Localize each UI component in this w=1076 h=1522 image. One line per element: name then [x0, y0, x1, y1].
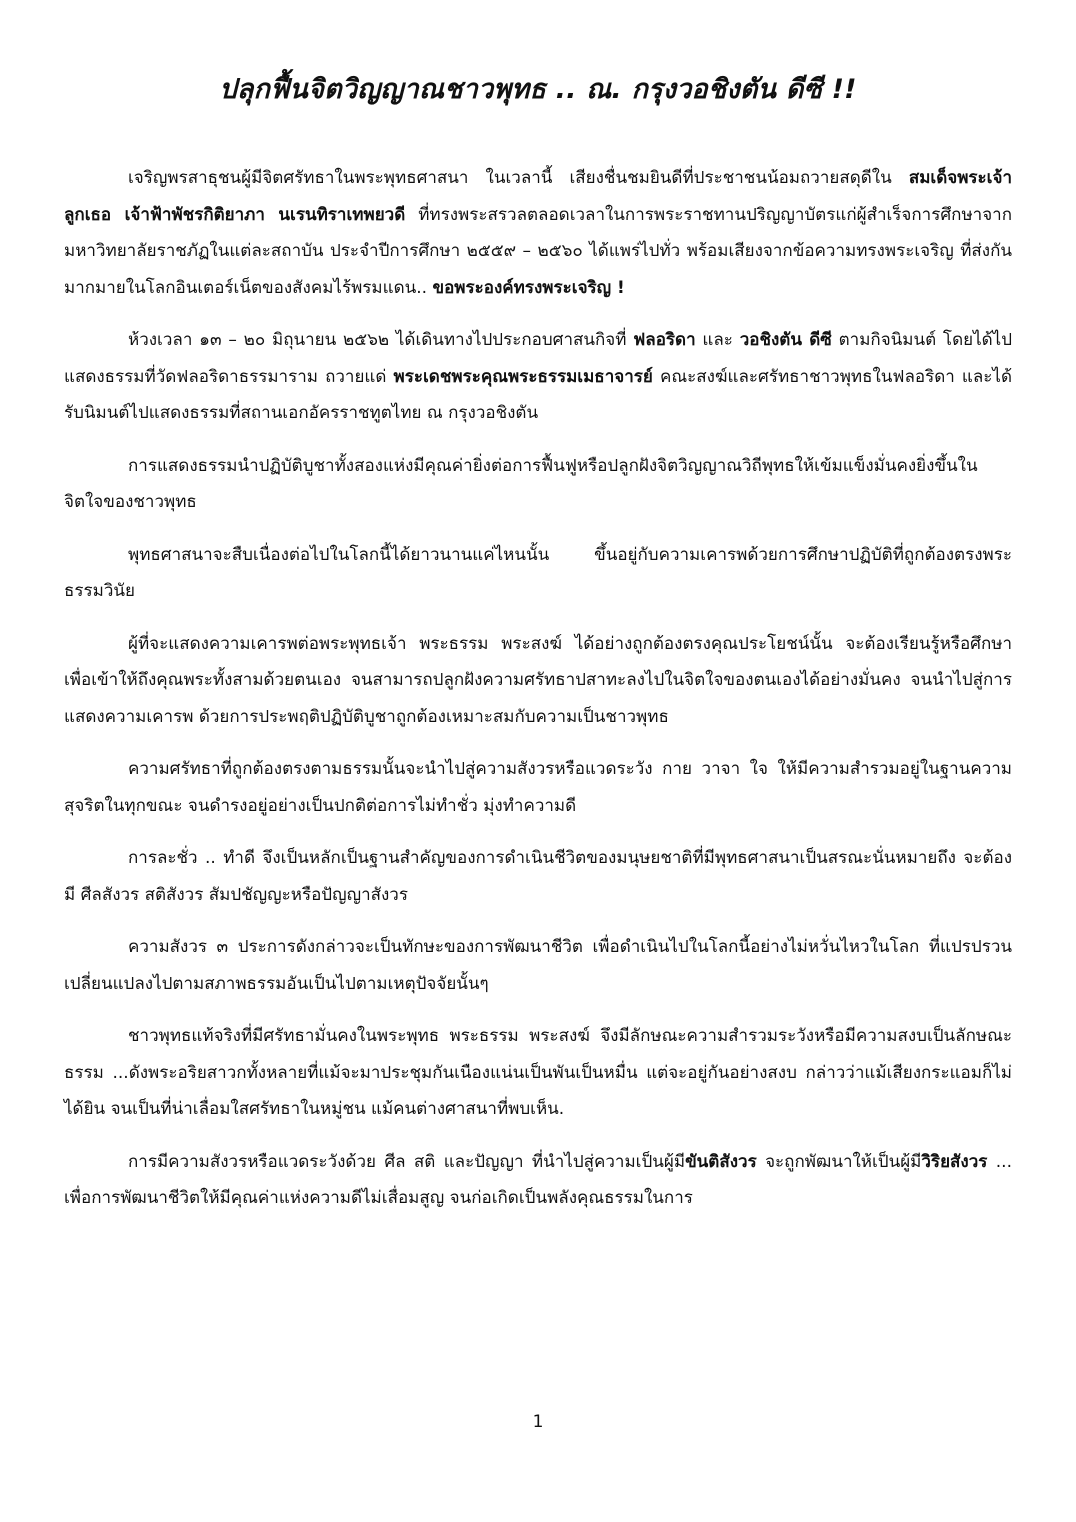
page-number: 1 — [532, 1412, 544, 1432]
text-segment: ที่ทรงพระสรวลตลอดเวลาในการพระราชทานปริญญาบัตรแก่ผู้สำเร็จการศึกษาจากมหาวิทยาลัยราชภัฏในแต่ละสถาบัน ประจำปีการศึกษา ๒๕๕๙ – ๒๕๖๐ ได้แพร่ไปทั่ว พร้อมเสียงจากข้อความทรงพระเจริญ ที่ส่งกันมากมายในโลกอินเตอร์เน็ตของสังคมไร้พรมแดน.. — [64, 204, 1012, 298]
body-paragraph — [64, 626, 1012, 736]
text-segment: ความสังวร ๓ ประการดังกล่าวจะเป็นทักษะของการพัฒนาชีวิต เพื่อดำเนินไปในโลกนี้อย่างไม่หวั่นไหวในโลก ที่แปรปรวนเปลี่ยนแปลงไปตามสภาพธรรมอันเป็นไปตามเหตุปัจจัยนั้นๆ — [64, 937, 1012, 994]
text-segment: ตามกิจนิมนต์ โดยได้ไปแสดงธรรมที่วัดฟลอริดาธรรมาราม ถวายแด่ — [64, 330, 1012, 387]
text-segment: ความศรัทธาที่ถูกต้องตรงตามธรรมนั้นจะนำไปสู่ความสังวรหรือแวดระวัง กาย วาจา ใจ ให้มีความสำรวมอยู่ในฐานความสุจริตในทุกขณะ จนดำรงอยู่อย่างเป็นปกติต่อการไม่ทำชั่ว มุ่งทำความดี — [64, 759, 1012, 816]
body-paragraph — [64, 929, 1012, 1002]
bold-text-segment: ขอพระองค์ทรงพระเจริญ ! — [432, 277, 625, 298]
bold-text-segment: พระเดชพระคุณพระธรรมเมธาจารย์ — [393, 366, 653, 387]
text-segment: ห้วงเวลา ๑๓ – ๒๐ มิถุนายน ๒๕๖๒ ได้เดินทางไปประกอบศาสนกิจที่ — [128, 330, 634, 350]
text-segment: และ — [695, 330, 740, 350]
bold-text-segment: วอชิงตัน ดีซี — [739, 330, 832, 350]
document-body — [64, 160, 1012, 1217]
bold-text-segment: วิริยสังวร — [921, 1151, 988, 1172]
text-segment: ... เพื่อการพัฒนาชีวิตให้มีคุณค่าแห่งความดีไม่เสื่อมสูญ จนก่อเกิดเป็นพลังคุณธรรมในการ — [64, 1151, 1012, 1208]
text-segment: การแสดงธรรมนำปฏิบัติบูชาทั้งสองแห่งมีคุณค่ายิ่งต่อการฟื้นฟูหรือปลูกฝังจิตวิญญาณวิถีพุทธให้เข้มแข็งมั่นคงยิ่งขึ้นในจิตใจของชาวพุทธ — [64, 455, 978, 512]
body-paragraph — [64, 537, 1012, 610]
bold-text-segment: ฟลอริดา — [633, 330, 696, 350]
text-segment: ชาวพุทธแท้จริงที่มีศรัทธามั่นคงในพระพุทธ พระธรรม พระสงฆ์ จึงมีลักษณะความสำรวมระวังหรือมีความสงบเป็นลักษณะธรรม ...ดังพระอริยสาวกทั้งหลายที่แม้จะมาประชุมกันเนืองแน่นเป็นพันเป็นหมื่น แต่จะอยู่กันอย่างสงบ กล่าวว่าแม้เสียงกระแอมก็ไม่ได้ยิน จนเป็นที่น่าเลื่อมใสศรัทธาในหมู่ชน แม้คนต่างศาสนาที่พบเห็น. — [64, 1026, 1012, 1119]
text-segment: การมีความสังวรหรือแวดระวังด้วย ศีล สติ และปัญญา ที่นำไปสู่ความเป็นผู้มี — [128, 1151, 686, 1172]
document-title: ปลุกฟื้นจิตวิญญาณชาวพุทธ .. ณ. กรุงวอชิงตัน ดีซี !! — [219, 74, 857, 105]
text-segment: เจริญพรสาธุชนผู้มีจิตศรัทธาในพระพุทธศาสนา ในเวลานี้ เสียงชื่นชมยินดีที่ประชาชนน้อมถวายสดุดีใน — [128, 168, 909, 188]
text-segment: การละชั่ว .. ทำดี จึงเป็นหลักเป็นฐานสำคัญของการดำเนินชีวิตของมนุษยชาติที่มีพุทธศาสนาเป็นสรณะนั่นหมายถึง จะต้องมี ศีลสังวร สติสังวร สัมปชัญญะหรือปัญญาสังวร — [64, 848, 1012, 905]
bold-text-segment: ขันติสังวร — [685, 1151, 757, 1172]
text-segment: คณะสงฆ์และศรัทธาชาวพุทธในฟลอริดา และได้รับนิมนต์ไปแสดงธรรมที่สถานเอกอัครราชทูตไทย ณ กรุงวอชิงตัน — [64, 366, 1012, 423]
bold-text-segment: สมเด็จพระเจ้าลูกเธอ เจ้าฟ้าพัชรกิติยาภา นเรนทิราเทพยวดี — [64, 168, 1012, 225]
body-paragraph — [64, 448, 1012, 521]
text-segment: พุทธศาสนาจะสืบเนื่องต่อไปในโลกนี้ได้ยาวนานแค่ไหนนั้น ขึ้นอยู่กับความเคารพด้วยการศึกษาปฏิบัติที่ถูกต้องตรงพระธรรมวินัย — [64, 544, 1012, 601]
body-paragraph — [64, 322, 1012, 432]
body-paragraph — [64, 1018, 1012, 1128]
body-paragraph — [64, 160, 1012, 306]
body-paragraph — [64, 840, 1012, 913]
body-paragraph — [64, 1144, 1012, 1217]
text-segment: จะถูกพัฒนาให้เป็นผู้มี — [756, 1151, 922, 1172]
document-page — [64, 70, 1012, 1233]
body-paragraph — [64, 751, 1012, 824]
text-segment: ผู้ที่จะแสดงความเคารพต่อพระพุทธเจ้า พระธรรม พระสงฆ์ ได้อย่างถูกต้องตรงคุณประโยชน์นั้น จะต้องเรียนรู้หรือศึกษา เพื่อเข้าให้ถึงคุณพระทั้งสามด้วยตนเอง จนสามารถปลูกฝังความศรัทธาปสาทะลงไปในจิตใจของตนเองได้อย่างมั่นคง จนนำไปสู่การแสดงความเคารพ ด้วยการประพฤติปฏิบัติบูชาถูกต้องเหมาะสมกับความเป็นชาวพุทธ — [64, 633, 1012, 727]
